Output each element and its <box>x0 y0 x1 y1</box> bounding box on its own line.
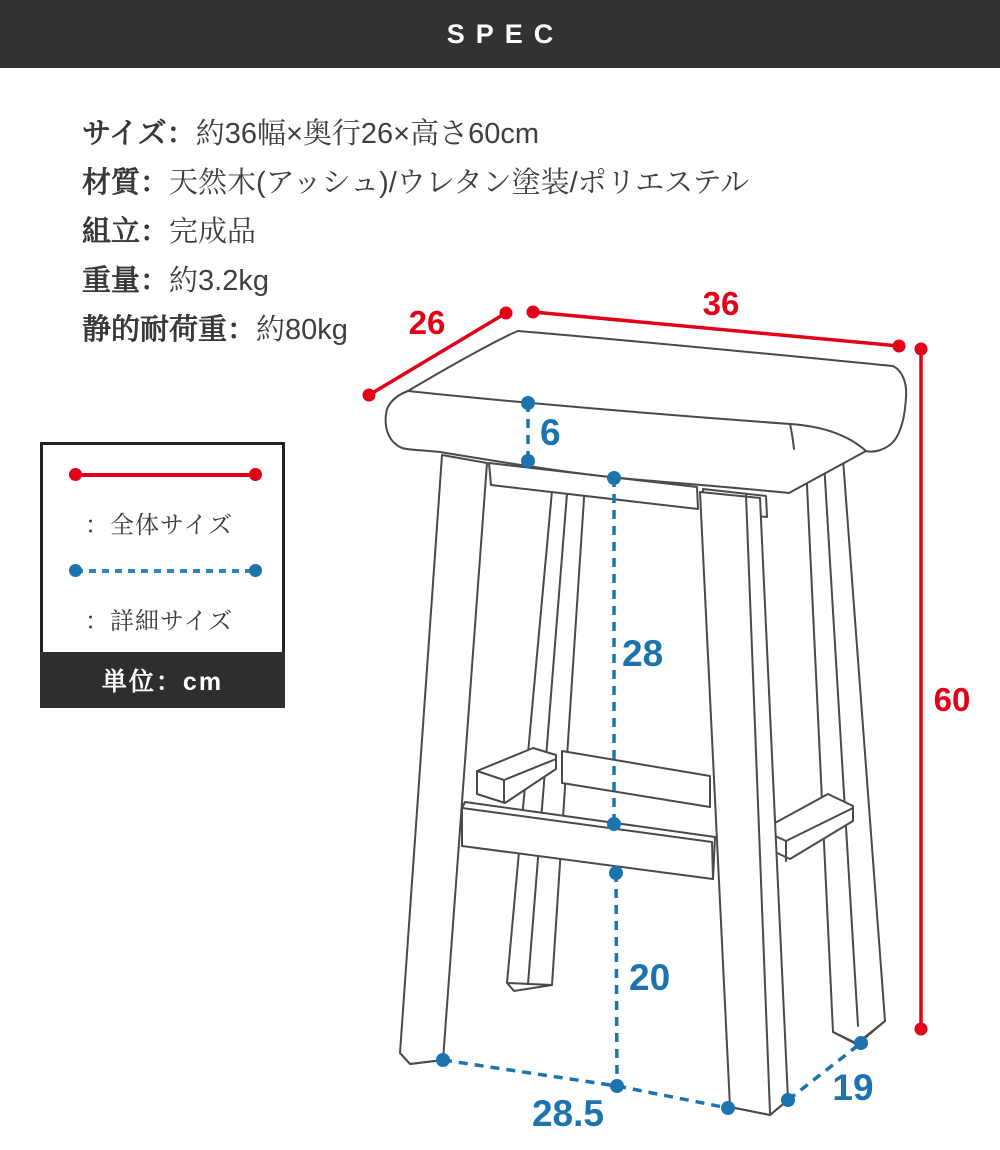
rear-right-leg <box>806 459 885 1044</box>
spec-label: 重量： <box>82 265 170 297</box>
dim-label-seat-to-footrest: 28 <box>622 633 664 674</box>
spec-value: 約80kg <box>256 314 348 346</box>
front-left-leg <box>400 455 487 1064</box>
spec-value: 完成品 <box>169 216 257 248</box>
legend-detail-label: ：詳細サイズ <box>85 608 234 635</box>
dim-label-width: 36 <box>702 285 740 322</box>
dim-base-depth-19 <box>781 1036 874 1108</box>
legend-overall-label: ：全体サイズ <box>85 512 234 539</box>
page-title: SPEC <box>446 18 565 49</box>
dim-label-depth: 26 <box>408 304 446 341</box>
rear-stretcher <box>562 751 710 807</box>
dim-label-base-width: 28.5 <box>531 1093 605 1134</box>
dim-footrest-to-floor-20 <box>609 866 670 1086</box>
spec-value: 約3.2kg <box>169 265 269 297</box>
spec-label: 組立： <box>82 216 170 248</box>
front-right-leg <box>700 492 788 1115</box>
legend-unit-label: 単位：cm <box>40 652 285 708</box>
dim-height-60 <box>915 343 971 1036</box>
rear-left-leg <box>507 480 585 991</box>
dim-base-width-28-5 <box>436 1053 735 1134</box>
dim-label-base-depth: 19 <box>832 1067 874 1108</box>
front-stretcher <box>462 802 715 879</box>
spec-label: 静的耐荷重： <box>82 314 257 346</box>
spec-label: 材質： <box>82 167 170 199</box>
dim-label-height: 60 <box>933 681 971 718</box>
dim-label-footrest-to-floor: 20 <box>629 957 671 998</box>
dim-label-seat-thickness: 6 <box>540 412 561 453</box>
spec-value: 約36幅×奥行26×高さ60cm <box>195 118 539 150</box>
spec-value: 天然木(アッシュ)/ウレタン塗装/ポリエステル <box>169 167 750 199</box>
spec-label: サイズ： <box>82 118 196 150</box>
